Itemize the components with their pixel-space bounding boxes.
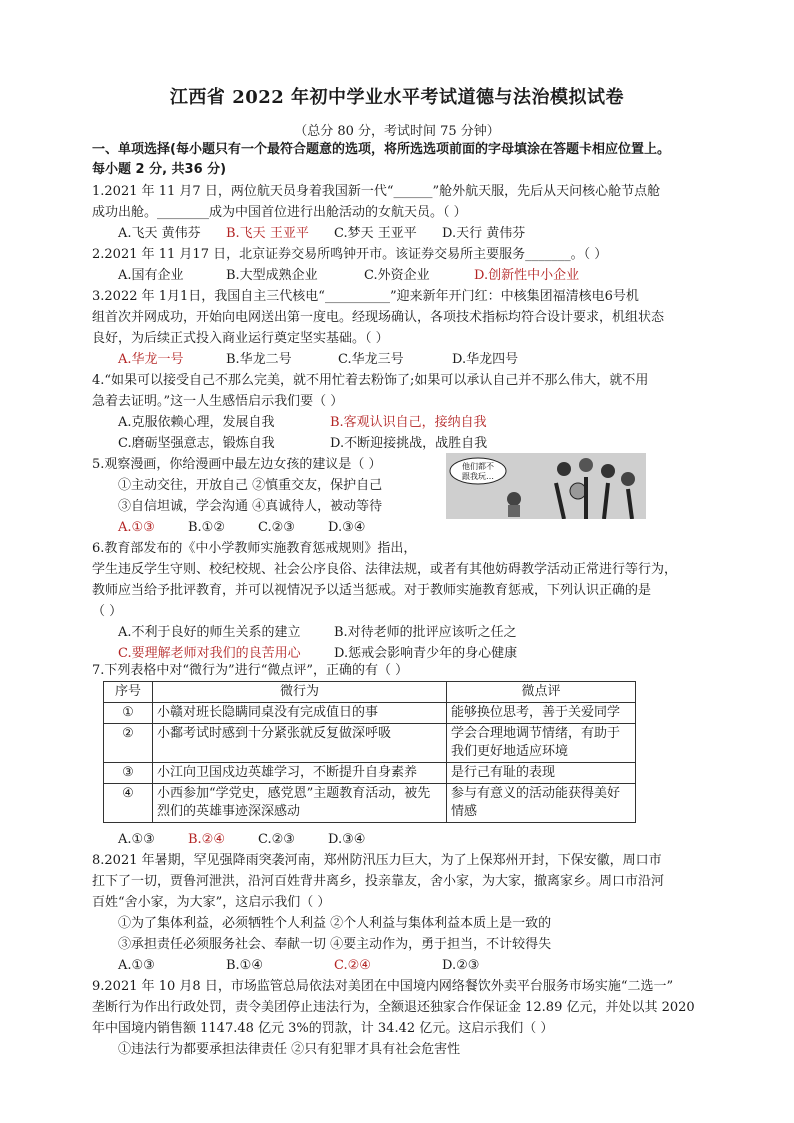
q8-option-d[interactable]: D.②③ [442,958,480,973]
q9-stem-cont: 垄断行为作出行政处罚，责令美团停止违法行为，全额退还独家合作保证金 12.89 亿元，并处以其 2020 [92,1000,695,1015]
q4-option-d[interactable]: D.不断迎接挑战，战胜自我 [330,436,488,451]
q6-answer-bracket: （ ） [92,604,123,619]
q2-option-a[interactable]: A.国有企业 [118,268,184,283]
q8-option-b[interactable]: B.①④ [226,958,263,973]
q3-option-c[interactable]: C.华龙三号 [338,352,404,367]
q4-stem-cont: 急着去证明。”这一人生感悟启示我们要（ ） [92,394,344,409]
q5-items-row1: ①主动交往，开放自己 ②慎重交友，保护自己 [118,478,383,493]
q3-option-b[interactable]: B.华龙二号 [226,352,292,367]
q3-option-a[interactable]: A.华龙一号 [118,352,184,367]
cell-cmt: 能够换位思考，善于关爱同学 [447,703,636,724]
col-header-no: 序号 [104,682,153,703]
q5-option-b[interactable]: B.①② [188,520,225,535]
q5-option-d[interactable]: D.③④ [328,520,366,535]
svg-text:跟我玩…: 跟我玩… [462,472,494,481]
q3-option-d[interactable]: D.华龙四号 [452,352,519,367]
q6-stem-cont2: 教师应当给予批评教育，并可以视情况予以适当惩戒。对于教师实施教育惩戒，下列认识正确的是 [92,583,652,598]
q9-stem-cont2: 年中国境内销售额 1147.48 亿元 3%的罚款，计 34.42 亿元。这启示我们（ ） [92,1021,554,1036]
cell-no: ① [104,703,153,724]
q2-stem: 2.2021 年 11 月17 日，北京证券交易所鸣钟开市。该证券交易所主要服务_______。（ ） [92,247,608,262]
cell-act: 小江向卫国戍边英雄学习，不断提升自身素养 [153,763,447,784]
q8-items-row1: ①为了集体利益，必须牺牲个人利益 ②个人利益与集体利益本质上是一致的 [118,916,552,931]
q3-stem-cont: 组首次并网成功，开始向电网送出第一度电。经现场确认，各项技术指标均符合设计要求，机组状态 [92,310,665,325]
q5-option-a[interactable]: A.①③ [118,520,155,535]
q6-option-c[interactable]: C.要理解老师对我们的良苦用心 [118,646,301,661]
q2-option-d[interactable]: D.创新性中小企业 [474,268,580,283]
q8-stem-cont: 扛下了一切，贾鲁河泄洪，沿河百姓背井离乡，投亲靠友，舍小家，为大家，撤离家乡。周口市沿河 [92,874,665,889]
q1-option-b[interactable]: B.飞天 王亚平 [226,226,309,241]
q5-items-row2: ③自信坦诚，学会沟通 ④真诚待人，被动等待 [118,499,383,514]
table-row [104,724,636,763]
cell-act: 小西参加“学党史，感党恩”主题教育活动，被先烈们的英雄事迹深深感动 [153,784,447,823]
q8-option-a[interactable]: A.①③ [118,958,155,973]
q8-stem-cont2: 百姓“舍小家，为大家”，这启示我们（ ） [92,895,331,910]
q2-option-c[interactable]: C.外资企业 [364,268,430,283]
cell-cmt: 学会合理地调节情绪，有助于我们更好地适应环境 [447,724,636,763]
q8-option-c[interactable]: C.②④ [334,958,371,973]
q5-option-c[interactable]: C.②③ [258,520,295,535]
q4-stem: 4.“如果可以接受自己不那么完美，就不用忙着去粉饰了;如果可以承认自己并不那么伟大，就不用 [92,373,649,388]
section-heading-cont: 每小题 2 分, 共36 分) [92,162,227,177]
q7-table [103,681,636,823]
table-row [104,703,636,724]
q6-option-b[interactable]: B.对待老师的批评应该听之任之 [334,625,517,640]
q3-stem: 3.2022 年 1月1日，我国自主三代核电“__________”迎来新年开门红：中核集团福清核电6号机 [92,289,639,304]
exam-info: （总分 80 分，考试时间 75 分钟） [294,124,500,139]
q1-option-a[interactable]: A.飞天 黄伟芬 [118,226,201,241]
q2-option-b[interactable]: B.大型成熟企业 [226,268,318,283]
q5-cartoon-image [446,453,646,519]
q1-option-c[interactable]: C.梦天 王亚平 [334,226,417,241]
svg-text:他们都不: 他们都不 [462,462,494,471]
q4-option-c[interactable]: C.磨砺坚强意志，锻炼自我 [118,436,275,451]
q9-stem: 9.2021 年 10 月8 日，市场监管总局依法对美团在中国境内网络餐饮外卖平台服务市场实施“二选一” [92,979,674,994]
q1-stem-cont: 成功出舱。________成为中国首位进行出舱活动的女航天员。（ ） [92,205,467,220]
q9-items-row1: ①违法行为都要承担法律责任 ②只有犯罪才具有社会危害性 [118,1042,461,1057]
q3-stem-cont2: 良好，为后续正式投入商业运行奠定坚实基础。（ ） [92,331,389,346]
q6-stem-cont: 学生违反学生守则、校纪校规、社会公序良俗、法律法规，或者有其他妨碍教学活动正常进行等行为， [92,562,678,577]
q7-option-c[interactable]: C.②③ [258,832,295,847]
cell-act: 小赣对班长隐瞒同桌没有完成值日的事 [153,703,447,724]
q6-option-d[interactable]: D.惩戒会影响青少年的身心健康 [334,646,518,661]
q6-option-a[interactable]: A.不利于良好的师生关系的建立 [118,625,301,640]
q8-items-row2: ③承担责任必须服务社会、奉献一切 ④要主动作为，勇于担当，不计较得失 [118,937,552,952]
table-row [104,763,636,784]
cartoon-illustration [446,453,646,519]
q1-option-d[interactable]: D.天行 黄伟芬 [442,226,526,241]
cell-cmt: 参与有意义的活动能获得美好情感 [447,784,636,823]
page-title: 江西省 2022 年初中学业水平考试道德与法治模拟试卷 [169,87,625,108]
cell-act: 小鄱考试时感到十分紧张就反复做深呼吸 [153,724,447,763]
table-row [104,784,636,823]
section-heading: 一、单项选择(每小题只有一个最符合题意的选项，将所选选项前面的字母填涂在答题卡相应位置上。 [92,142,670,157]
q1-stem: 1.2021 年 11 月7 日，两位航天员身着我国新一代“______”舱外航天服，先后从天问核心舱节点舱 [92,184,661,199]
q7-option-d[interactable]: D.③④ [328,832,366,847]
table-header-row [104,682,636,703]
q4-option-b[interactable]: B.客观认识自己，接纳自我 [330,415,487,430]
q6-stem: 6.教育部发布的《中小学教师实施教育惩戒规则》指出， [92,541,417,556]
q7-option-a[interactable]: A.①③ [118,832,155,847]
cell-no: ④ [104,784,153,823]
q5-stem: 5.观察漫画，你给漫画中最左边女孩的建议是（ ） [92,457,382,472]
q8-stem: 8.2021 年暑期，罕见强降雨突袭河南，郑州防汛压力巨大，为了上保郑州开封，下保安徽，周口市 [92,853,662,868]
q4-option-a[interactable]: A.克服依赖心理，发展自我 [118,415,275,430]
cell-no: ③ [104,763,153,784]
cell-no: ② [104,724,153,763]
q7-option-b[interactable]: B.②④ [188,832,225,847]
col-header-cmt: 微点评 [447,682,636,703]
cell-cmt: 是行己有耻的表现 [447,763,636,784]
col-header-act: 微行为 [153,682,447,703]
q7-stem: 7.下列表格中对“微行为”进行“微点评”，正确的有（ ） [92,663,409,678]
